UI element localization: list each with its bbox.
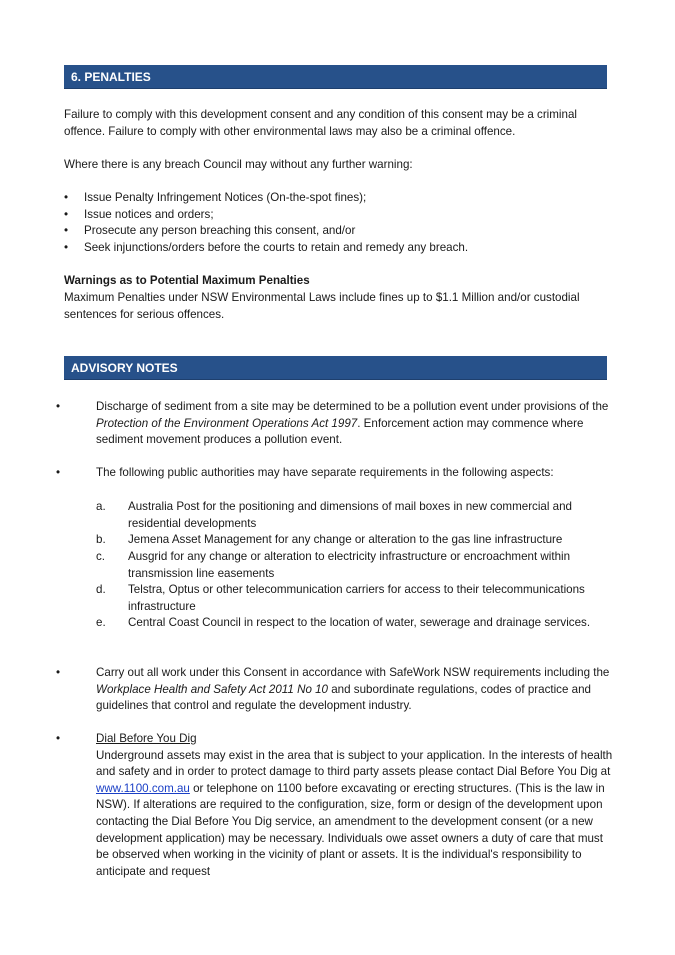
note-text: Underground assets may exist in the area that is subject to your application. In the interests of health and safety and in order to protect damage to third party assets please contact Dial Before You Dig at	[96, 748, 613, 779]
dial-before-you-dig-title: Dial Before You Dig	[96, 732, 197, 745]
authority-text: Central Coast Council in respect to the location of water, sewerage and drainage services.	[128, 616, 591, 629]
note-text: . Enforcement action may commence where sediment movement produces a pollution event.	[96, 416, 584, 447]
penalty-bullet-text: Issue notices and orders;	[84, 208, 214, 221]
act-title: Protection of the Environment Operations Act 1997	[96, 416, 358, 430]
penalties-paragraph-1: Failure to comply with this development consent and any condition of this consent may be a criminal offence. Failure to comply with other environmental laws may also be a criminal offence.	[64, 108, 577, 138]
warnings-text: Maximum Penalties under NSW Environmental Laws include fines up to $1.1 Million and/or custodial sentences for serious offences.	[64, 291, 580, 321]
bullet-icon: •	[64, 224, 69, 237]
penalty-bullet-text: Seek injunctions/orders before the courts to retain and remedy any breach.	[84, 241, 469, 254]
bullet-icon: •	[56, 666, 61, 679]
advisory-note-text	[96, 399, 616, 449]
advisory-note-text: The following public authorities may have separate requirements in the following aspects:	[96, 466, 554, 479]
act-title: Workplace Health and Safety Act 2011 No 10	[96, 682, 329, 696]
advisory-note-text	[96, 665, 616, 715]
bullet-icon: •	[56, 400, 61, 413]
penalties-heading: 6. PENALTIES	[64, 65, 607, 89]
authority-text: Telstra, Optus or other telecommunication carriers for access to their telecommunications infrastructure	[128, 583, 585, 613]
bullet-icon: •	[56, 466, 61, 479]
note-text: Discharge of sediment from a site may be determined to be a pollution event under provisions of the	[96, 400, 609, 413]
bullet-icon: •	[64, 241, 69, 254]
advisory-heading: ADVISORY NOTES	[64, 356, 607, 380]
note-text: or telephone on 1100 before excavating or erecting structures. (This is the law in NSW). If alterations are required to the configuration, size, form or design of the development upon contacting the Dial Before You Dig service, an amendment to the development consent (or a new development application) may be necessary. Individuals owe asset owners a duty of care that must be observed when working in the vicinity of plant or assets. It is the individual's responsibility to anticipate and request	[96, 781, 605, 878]
penalties-paragraph-2: Where there is any breach Council may without any further warning:	[64, 158, 413, 171]
warnings-heading: Warnings as to Potential Maximum Penalties	[64, 274, 310, 287]
authority-text: Jemena Asset Management for any change or alteration to the gas line infrastructure	[128, 533, 563, 546]
authority-label: b.	[96, 533, 106, 546]
dial-before-you-dig-body	[96, 748, 616, 881]
bullet-icon: •	[56, 732, 61, 745]
note-text: and subordinate regulations, codes of practice and guidelines that control and regulate the development industry.	[96, 682, 591, 713]
authority-text: Ausgrid for any change or alteration to electricity infrastructure or encroachment within transmission line easements	[128, 550, 571, 580]
bullet-icon: •	[64, 208, 69, 221]
dial-before-you-dig-link[interactable]: www.1100.com.au	[96, 781, 190, 795]
penalty-bullet-text: Issue Penalty Infringement Notices (On-the-spot fines);	[84, 191, 367, 204]
penalty-bullet-text: Prosecute any person breaching this consent, and/or	[84, 224, 356, 237]
note-text: Carry out all work under this Consent in accordance with SafeWork NSW requirements including the	[96, 666, 610, 679]
bullet-icon: •	[64, 191, 69, 204]
authority-label: a.	[96, 500, 106, 513]
authority-label: c.	[96, 550, 106, 563]
authority-text: Australia Post for the positioning and dimensions of mail boxes in new commercial and residential developments	[128, 500, 573, 530]
advisory-note-text	[96, 731, 616, 880]
authority-label: e.	[96, 616, 106, 629]
authority-label: d.	[96, 583, 106, 596]
